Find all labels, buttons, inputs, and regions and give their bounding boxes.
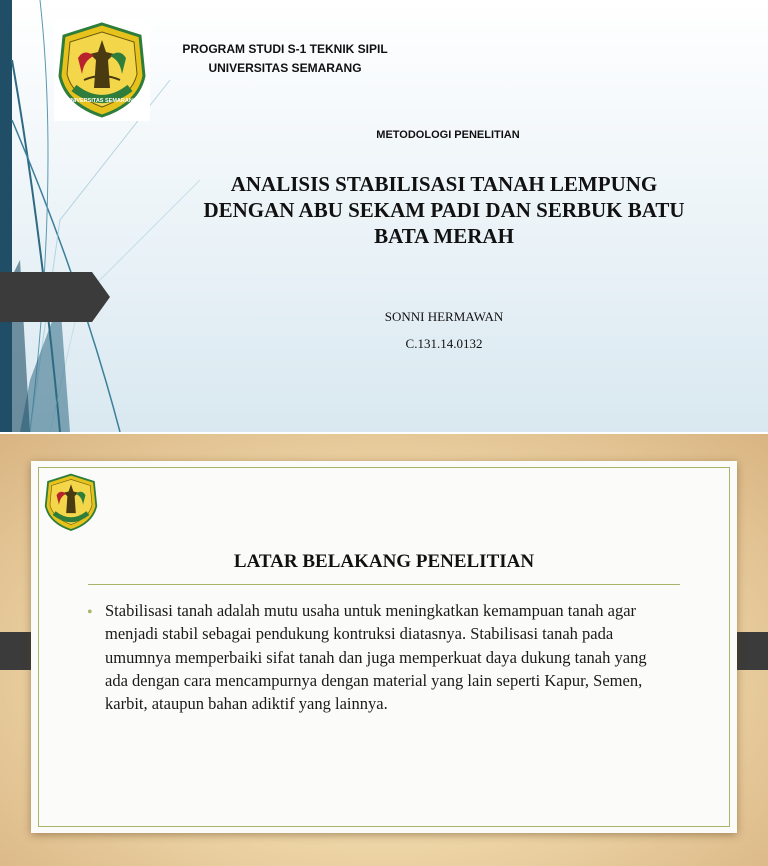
bullet-marker: • xyxy=(87,604,93,621)
content-slide xyxy=(0,434,768,866)
university-logo-small xyxy=(41,471,101,533)
university-logo xyxy=(54,18,150,121)
slide-tab-decoration xyxy=(0,272,112,322)
student-id: C.131.14.0132 xyxy=(405,336,483,351)
svg-text:UNIVERSITAS SEMARANG: UNIVERSITAS SEMARANG xyxy=(66,98,138,104)
author-name: SONNI HERMAWAN xyxy=(384,309,504,324)
program-name: PROGRAM STUDI S-1 TEKNIK SIPIL xyxy=(182,42,388,56)
bullet-text: Stabilisasi tanah adalah mutu usaha untuk meningkatkan kemampuan tanah agar menjadi stabil sebagai pendukung kontruksi diatasnya. Stabilisasi tanah pada umumnya memperbaiki sifat tanah dan juga memperkuat daya dukung tanah yang ada dengan cara mencampurnya dengan material yang lain seperti Kapur, Semen, karbit, ataupun bahan adiktif yang lainnya. xyxy=(105,601,647,714)
author-block xyxy=(330,303,558,357)
university-name: UNIVERSITAS SEMARANG xyxy=(208,61,362,75)
subject-label: METODOLOGI PENELITIAN xyxy=(376,129,520,141)
section-title: LATAR BELAKANG PENELITIAN xyxy=(233,551,535,572)
program-header xyxy=(160,40,410,78)
thesis-title: ANALISIS STABILISASI TANAH LEMPUNG DENGAN ABU SEKAM PADI DAN SERBUK BATU BATA MERAH xyxy=(203,172,685,248)
title-slide xyxy=(0,0,768,432)
title-divider xyxy=(88,584,680,585)
bullet-item xyxy=(87,599,667,715)
content-card xyxy=(31,461,737,833)
